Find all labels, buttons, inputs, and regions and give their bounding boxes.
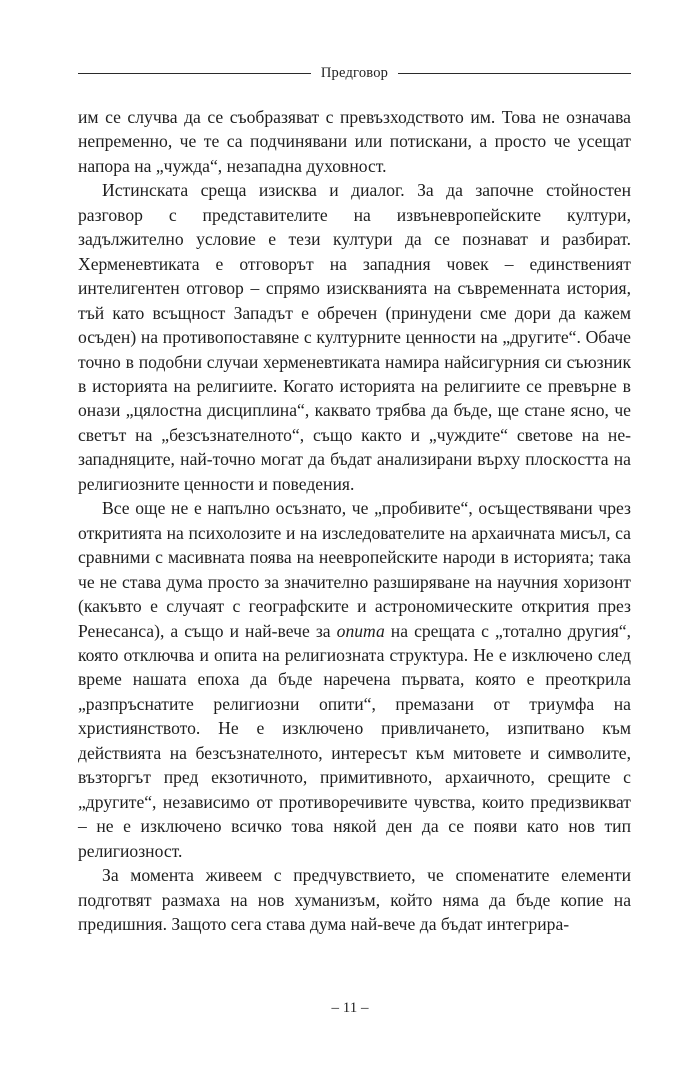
text-segment: За момента живеем с предчувствието, че споменатите елементи подготвят размаха на нов хуманизъм, който няма да бъде копие на предишния. Защото сега става дума най-вече да бъдат интегрира- xyxy=(78,865,631,934)
page-number: – 11 – xyxy=(331,1000,369,1016)
paragraph xyxy=(78,105,631,178)
running-header-title: Предговор xyxy=(320,64,389,81)
paragraph xyxy=(78,496,631,863)
body-text xyxy=(78,105,631,936)
paragraph xyxy=(78,178,631,496)
text-segment: Истинската среща изисква и диалог. За да започне стойностен разговор с представителите на извъневропейските култури, задължително условие е тези култури да се познават и разбират. Херменевтиката е отговорът на западния човек – единственият интелигентен отговор – спрямо изискванията на съвременната история, тъй като всъщност Западът е обречен (принудени сме дори да кажем осъден) на противопоставяне с културните ценности на „другите“. Обаче точно в подобни случаи херменевтиката намира найсигурния си съюзник в историята на религиите. Когато историята на религиите се превърне в онази „цялостна дисциплина“, каквато трябва да бъде, ще стане ясно, че светът на „безсъзнателното“, също както и „чуждите“ светове на не-западняците, най-точно могат да бъдат анализирани върху плоскостта на религиозните ценности и поведения. xyxy=(78,180,631,494)
paragraph xyxy=(78,863,631,936)
text-segment: Все още не е напълно осъзнато, че „пробивите“, осъществявани чрез откритията на психолозите и на изследователите на архаичната мисъл, са сравними с масивната поява на неевропейските народи в историята; така че не става дума просто за значително разширяване на научния хоризонт (какъвто е случаят с географските и астрономическите открития през Ренесанса), а също и най-вече за xyxy=(78,498,631,641)
header-rule-left xyxy=(78,73,311,74)
text-segment: им се случва да се съобразяват с превъзходството им. Това не означава непременно, че те са подчинявани или потискани, а просто че усещат напора на „чужда“, незападна духовност. xyxy=(78,107,631,176)
italic-text-segment: опита xyxy=(336,620,385,641)
header-rule-right xyxy=(398,73,631,74)
text-segment: на срещата с „тотално другия“, която отключва и опита на религиозната структура. Не е изключено след време нашата епоха да бъде наречена първата, която е преоткрила „разпръснатите религиозни опити“, премазани от триумфа на християнството. Не е изключено привличането, изпитвано към действията на безсъзнателното, интересът към митовете и символите, възторгът пред екзотичното, примитивното, архаичното, срещите с „другите“, независимо от противоречивите чувства, които предизвикват – не е изключено всичко това някой ден да се появи като нов тип религиозност. xyxy=(78,620,631,861)
running-header xyxy=(78,60,631,86)
